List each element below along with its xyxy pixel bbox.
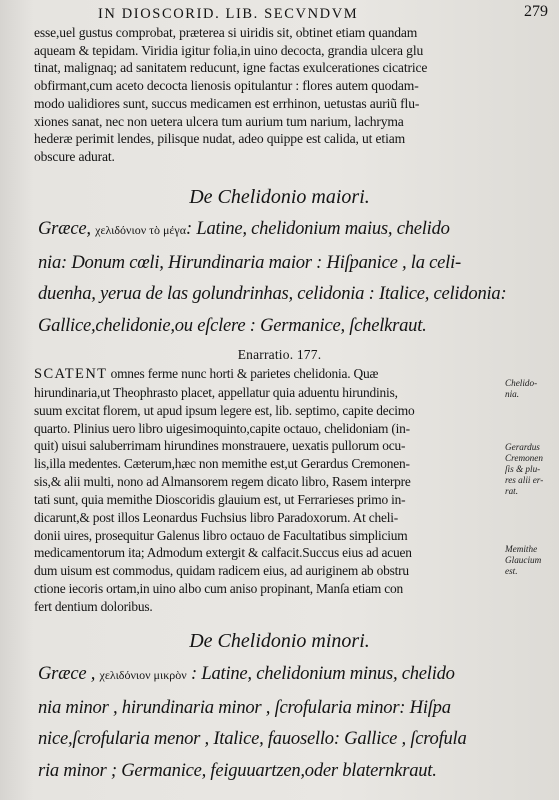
text-line: SCATENT omnes ferme nunc horti & parietes chelidonia. Quæ: [34, 366, 379, 382]
margin-note-gerardus: Gerardus Cremonen ſis & plu- res alii er- rat.: [505, 442, 544, 496]
paragraph-hedera-continuation: [34, 24, 504, 166]
text-line: esse,uel gustus comprobat, præterea si uiridis sit, obtinet etiam quandam: [34, 25, 418, 40]
initial-word: SCATENT: [34, 366, 108, 382]
section-heading-chelidonium-minus: De Chelidonio minori.: [189, 630, 370, 652]
synonym-line: nice,ſcrofularia menor , Italice, fauosello: Gallice , ſcrofula: [38, 728, 467, 749]
text-line: obfirmant,cum aceto decocta lienosis opitulantur : flores autem quodam-: [34, 78, 419, 94]
text-line: sis,& alii multi, nono ad Almansorem regem dicato libro, Rasem interpre: [34, 474, 411, 490]
text-line: fert dentium doloribus.: [34, 598, 153, 614]
text-line: quarto. Plinius uero libro uigesimoquinto,capite octauo, chelidoniam (in-: [34, 420, 410, 436]
text-line: ctione iecoris ortam,in uino albo cum aniso propinant, Manſa etiam con: [34, 581, 404, 597]
text-line: aqueam & tepidam. Viridia igitur folia,in uino decocta, grandia ulcera glu: [34, 42, 424, 58]
synonyms-chelidonium-minus: [38, 658, 528, 786]
synonyms-chelidonium-maius: [38, 213, 528, 341]
synonym-line: Græce , χελιδόνιον μικρὸν : Latine, chelidonium minus, chelido: [38, 663, 455, 684]
text-line: hederæ perimit lendes, pilisque nudat, adeo quippe est calida, ut etiam: [34, 131, 405, 147]
text-line: tati sunt, quia memithe Dioscoridis glauium est, ut Ferrarieses primo in-: [34, 491, 406, 507]
text-line: hirundinaria,ut Theophrasto placet, appellatur quia aduentu hirundinis,: [34, 384, 398, 400]
greek-name: χελιδόνιον τὸ μέγα: [95, 223, 187, 237]
paragraph-enarratio: [34, 365, 504, 616]
text-line: dum uisum est commodus, quidam radicem eius, ad auriginem ab obstru: [34, 563, 409, 579]
synonym-line: nia: Donum cœli, Hirundinaria maior : Hiſpanice , la celi-: [38, 251, 461, 273]
page-header: [98, 2, 548, 24]
text-line: xiones sanat, nec non uetera ulcera tum aurium tum narium, lachryma: [34, 113, 404, 129]
text-line: lis,illa medentes. Cæterum,hæc non memithe est,ut Gerardus Cremonen-: [34, 456, 410, 472]
text-line: donii uires, prosequitur Galenus libro octauo de Facultatibus simplicium: [34, 527, 408, 543]
folio-number: 279: [524, 3, 548, 20]
text-line: dicarunt,& post illos Leonardus Fuchsius libro Paradoxorum. At cheli-: [34, 509, 399, 525]
text-line: modo ualidiores sunt, succus medicamen est errhinon, uetustas auriũ flu-: [34, 95, 420, 111]
enarratio-label: Enarratio. 177.: [237, 347, 322, 362]
running-head: IN DIOSCORID. LIB. SECVNDVM: [98, 6, 359, 22]
greek-name: χελιδόνιον μικρὸν: [99, 668, 187, 682]
synonym-line: ria minor ; Germanice, feiguuartzen,oder blaternkraut.: [38, 759, 437, 781]
text-line: obscure adurat.: [34, 148, 115, 164]
margin-note-memithe: Memithe Glaucium est.: [505, 544, 542, 576]
synonym-line: Græce, χελιδόνιον τὸ μέγα: Latine, chelidonium maius, chelido: [38, 218, 450, 239]
margin-note-chelidonia: Chelido- nia.: [505, 378, 538, 399]
text-line: tinat, malignaq; ad sanitatem reducunt, igne factas exulcerationes cicatrice: [34, 60, 428, 76]
section-heading-chelidonium-maius: De Chelidonio maiori.: [189, 186, 370, 208]
text-line: quit) uisui saluberrimam hirundines monstrauere, uexatis pullorum ocu-: [34, 438, 406, 454]
text-line: suum excitat florem, ut apud ipsum legere est, lib. septimo, capite decimo: [34, 402, 415, 418]
text-line: medicamentorum ita; Admodum extergit & calfacit.Succus eius ad acuen: [34, 545, 412, 561]
synonym-line: nia minor , hirundinaria minor , ſcrofularia minor: Hiſpa: [38, 696, 451, 718]
synonym-line: Gallice,chelidonie,ou eſclere : Germanice, ſchelkraut.: [38, 314, 427, 336]
synonym-line: duenha, yerua de las golundrinhas, celidonia : Italice, celidonia:: [38, 283, 507, 304]
